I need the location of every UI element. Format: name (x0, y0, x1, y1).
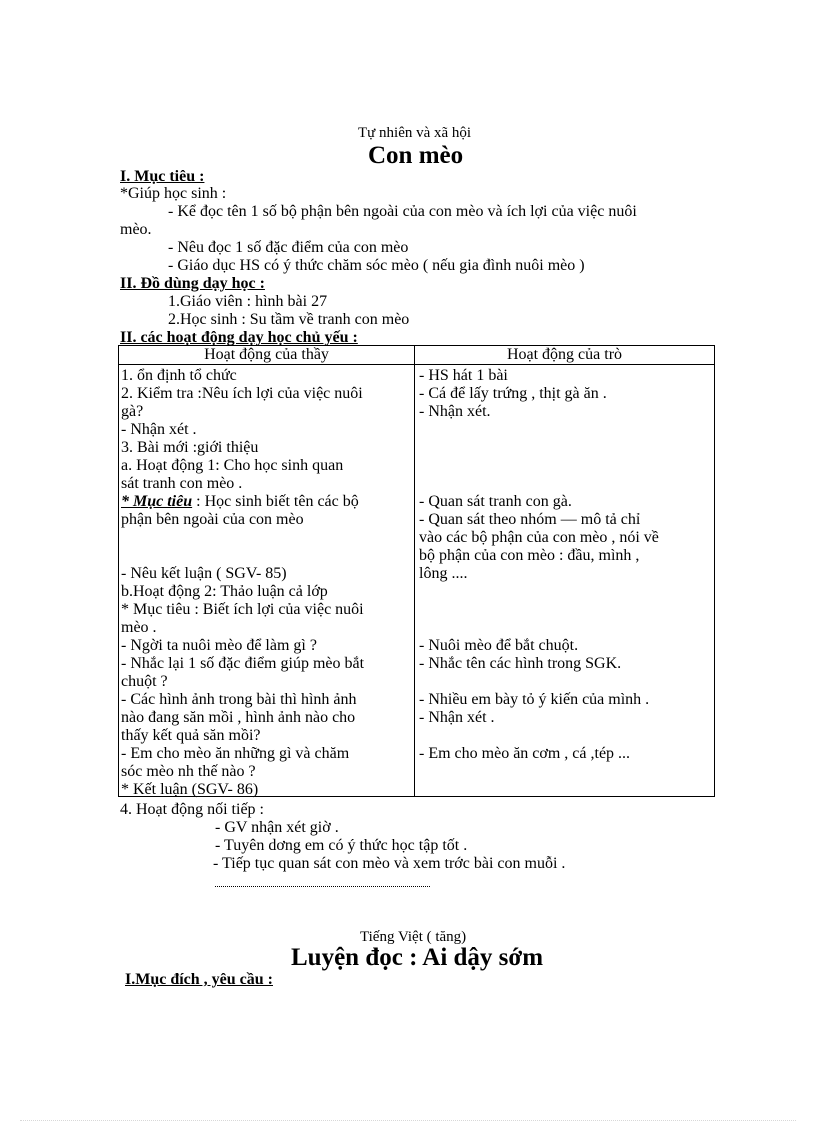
student-line: - HS hát 1 bài (419, 367, 508, 384)
teacher-line (121, 493, 359, 511)
teacher-line: - Nhận xét . (121, 421, 197, 438)
dotted-separator (215, 886, 430, 887)
lesson-title: Con mèo (368, 142, 464, 169)
closing-item: - Tiếp tục quan sát con mèo và xem trớc bài con muỗi . (213, 855, 566, 872)
objective-text: : Học sinh biết tên các bộ (192, 493, 359, 510)
teacher-line: - Các hình ảnh trong bài thì hình ảnh (121, 691, 357, 708)
teacher-line: 1. ổn định tổ chức (121, 367, 237, 384)
student-line: - Em cho mèo ăn cơm , cá ,tép ... (419, 745, 631, 762)
goal-2: - Nêu đọc 1 số đặc điểm của con mèo (168, 239, 409, 256)
closing-item: - Tuyên dơng em có ý thức học tập tốt . (215, 837, 468, 854)
teacher-line: - Nêu kết luận ( SGV- 85) (121, 565, 287, 582)
student-line: - Cá để lấy trứng , thịt gà ăn . (419, 385, 607, 402)
student-line: - Nhiều em bày tỏ ý kiến của mình . (419, 691, 650, 708)
teacher-line: nào đang săn mồi , hình ảnh nào cho (121, 709, 356, 726)
student-line: bộ phận của con mèo : đầu, mình , (419, 547, 640, 564)
goal-3: - Giáo dục HS có ý thức chăm sóc mèo ( nếu gia đình nuôi mèo ) (168, 257, 585, 274)
closing-item: - GV nhận xét giờ . (215, 819, 339, 836)
section-activities-heading: II. các hoạt động dạy học chủ yếu : (120, 329, 358, 346)
teacher-line: b.Hoạt động 2: Thảo luận cả lớp (121, 583, 328, 600)
teacher-line: 3. Bài mới :giới thiệu (121, 439, 259, 456)
goal-1-line-2: mèo. (120, 221, 152, 238)
section-materials-heading: II. Đồ dùng dạy học : (120, 275, 265, 292)
teacher-line: * Kết luận (SGV- 86) (121, 781, 259, 798)
student-line: - Nhắc tên các hình trong SGK. (419, 655, 622, 672)
section-objectives-heading: I. Mục tiêu : (120, 168, 205, 185)
page-edge-line (20, 1120, 796, 1121)
teacher-line: - Nhắc lại 1 số đặc điểm giúp mèo bắt (121, 655, 365, 672)
student-line: - Nhận xét. (419, 403, 491, 420)
column-header-teacher: Hoạt động của thầy (119, 346, 415, 365)
student-line: - Nhận xét . (419, 709, 495, 726)
materials-teacher: 1.Giáo viên : hình bài 27 (168, 293, 328, 310)
teacher-line: gà? (121, 403, 144, 420)
student-line: - Quan sát tranh con gà. (419, 493, 572, 510)
teacher-line: chuột ? (121, 673, 168, 690)
student-line: - Nuôi mèo để bắt chuột. (419, 637, 579, 654)
teacher-activities-cell (119, 365, 415, 797)
teacher-line: mèo . (121, 619, 157, 636)
teacher-line: phận bên ngoài của con mèo (121, 511, 304, 528)
teacher-line: - Em cho mèo ăn những gì và chăm (121, 745, 350, 762)
student-line: lông .... (419, 565, 468, 582)
teacher-line: thấy kết quả săn mồi? (121, 727, 261, 744)
objectives-intro: *Giúp học sinh : (120, 185, 227, 202)
goal-1-line-1: - Kể đọc tên 1 số bộ phận bên ngoài của con mèo và ích lợi của việc nuôi (168, 203, 637, 220)
teacher-line: sóc mèo nh thế nào ? (121, 763, 256, 780)
teacher-line: - Ngời ta nuôi mèo để làm gì ? (121, 637, 317, 654)
subject-line: Tự nhiên và xã hội (358, 125, 472, 141)
materials-student: 2.Học sinh : Su tầm về tranh con mèo (168, 311, 410, 328)
student-activities-cell (415, 365, 715, 797)
teacher-line: * Mục tiêu : Biết ích lợi của việc nuôi (121, 601, 364, 618)
column-header-student: Hoạt động của trò (415, 346, 715, 365)
teacher-line: a. Hoạt động 1: Cho học sinh quan (121, 457, 344, 474)
closing-heading: 4. Hoạt động nối tiếp : (120, 801, 264, 818)
teacher-line: 2. Kiểm tra :Nêu ích lợi của việc nuôi (121, 385, 363, 402)
student-line: vào các bộ phận của con mèo , nói về (419, 529, 659, 546)
activities-table (118, 345, 715, 797)
student-line: - Quan sát theo nhóm — mô tả chỉ (419, 511, 641, 528)
lesson2-section-heading: I.Mục đích , yêu cầu : (125, 971, 273, 988)
lesson2-subject-line: Tiếng Việt ( tăng) (360, 929, 467, 945)
objective-label: * Mục tiêu (121, 493, 193, 510)
teacher-line: sát tranh con mèo . (121, 475, 243, 492)
lesson2-title: Luyện đọc : Ai dậy sớm (291, 944, 544, 971)
